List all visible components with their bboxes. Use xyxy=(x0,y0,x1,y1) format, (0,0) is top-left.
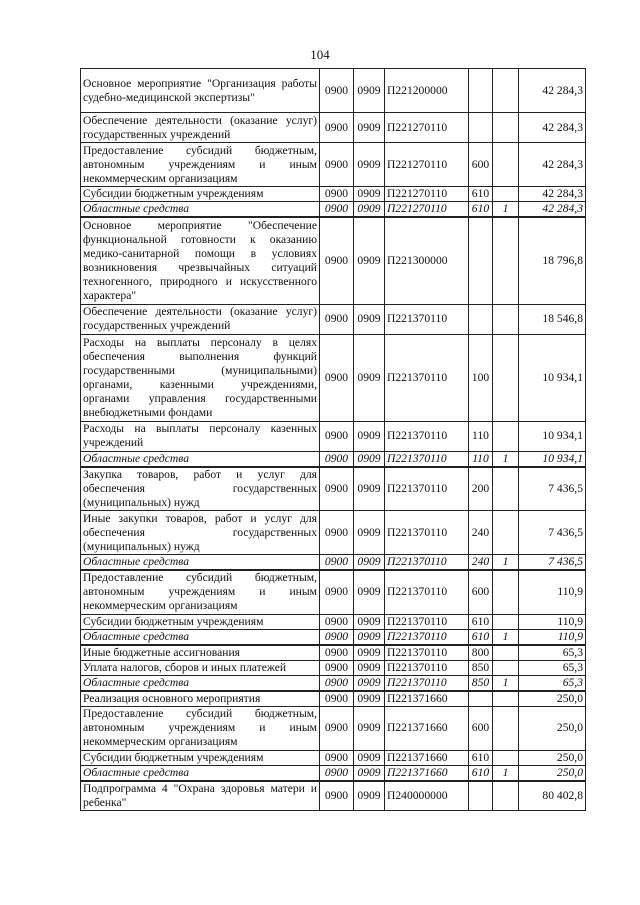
expense-type-code: 850 xyxy=(469,660,493,675)
section-code: 0900 xyxy=(320,555,354,571)
row-name: Областные средства xyxy=(81,555,320,571)
subsection-code: 0909 xyxy=(354,660,385,675)
target-article-code: П221370110 xyxy=(385,614,469,629)
table-row xyxy=(81,511,586,555)
amount: 65,3 xyxy=(519,675,586,691)
funding-source-code xyxy=(493,69,519,113)
target-article-code: П221371660 xyxy=(385,706,469,750)
page-number: 104 xyxy=(310,47,330,62)
target-article-code: П221370110 xyxy=(385,660,469,675)
row-name: Реализация основного мероприятия xyxy=(81,691,320,707)
row-name: Областные средства xyxy=(81,451,320,467)
target-article-code: П221370110 xyxy=(385,421,469,451)
amount: 250,0 xyxy=(519,706,586,750)
expense-type-code: 600 xyxy=(469,143,493,187)
row-name: Обеспечение деятельности (оказание услуг) государственных учреждений xyxy=(81,113,320,143)
section-code: 0900 xyxy=(320,691,354,707)
row-name: Основное мероприятие "Обеспечение функциональной готовности к оказанию медико-санитарной помощи в условиях возникновения чрезвычайных ситуаций техногенного, природного и искусственного характера" xyxy=(81,217,320,304)
table-row xyxy=(81,706,586,750)
subsection-code: 0909 xyxy=(354,421,385,451)
section-code: 0900 xyxy=(320,304,354,334)
amount: 42 284,3 xyxy=(519,143,586,187)
table-row xyxy=(81,113,586,143)
expense-type-code: 610 xyxy=(469,750,493,765)
amount: 110,9 xyxy=(519,614,586,629)
subsection-code: 0909 xyxy=(354,675,385,691)
subsection-code: 0909 xyxy=(354,334,385,421)
section-code: 0900 xyxy=(320,451,354,467)
row-name: Основное мероприятие "Организация работы судебно-медицинской экспертизы" xyxy=(81,69,320,113)
target-article-code: П221370110 xyxy=(385,555,469,571)
target-article-code: П221370110 xyxy=(385,304,469,334)
amount: 110,9 xyxy=(519,629,586,645)
target-article-code: П240000000 xyxy=(385,781,469,811)
table-row xyxy=(81,765,586,781)
row-name: Подпрограмма 4 "Охрана здоровья матери и ребенка" xyxy=(81,781,320,811)
section-code: 0900 xyxy=(320,113,354,143)
row-name: Областные средства xyxy=(81,629,320,645)
funding-source-code xyxy=(493,614,519,629)
subsection-code: 0909 xyxy=(354,570,385,614)
funding-source-code: 1 xyxy=(493,629,519,645)
subsection-code: 0909 xyxy=(354,69,385,113)
target-article-code: П221370110 xyxy=(385,451,469,467)
row-name: Иные закупки товаров, работ и услуг для обеспечения государственных (муниципальных) нужд xyxy=(81,511,320,555)
funding-source-code: 1 xyxy=(493,555,519,571)
table-row xyxy=(81,187,586,202)
expense-type-code: 610 xyxy=(469,187,493,202)
section-code: 0900 xyxy=(320,706,354,750)
section-code: 0900 xyxy=(320,421,354,451)
amount: 10 934,1 xyxy=(519,334,586,421)
funding-source-code xyxy=(493,691,519,707)
amount: 250,0 xyxy=(519,750,586,765)
section-code: 0900 xyxy=(320,660,354,675)
row-name: Иные бюджетные ассигнования xyxy=(81,645,320,661)
target-article-code: П221370110 xyxy=(385,334,469,421)
subsection-code: 0909 xyxy=(354,217,385,304)
funding-source-code xyxy=(493,750,519,765)
expense-type-code: 610 xyxy=(469,202,493,218)
subsection-code: 0909 xyxy=(354,645,385,661)
amount: 65,3 xyxy=(519,645,586,661)
target-article-code: П221370110 xyxy=(385,511,469,555)
section-code: 0900 xyxy=(320,334,354,421)
section-code: 0900 xyxy=(320,217,354,304)
target-article-code: П221370110 xyxy=(385,645,469,661)
row-name: Субсидии бюджетным учреждениям xyxy=(81,187,320,202)
subsection-code: 0909 xyxy=(354,555,385,571)
expense-type-code: 610 xyxy=(469,614,493,629)
subsection-code: 0909 xyxy=(354,143,385,187)
expense-type-code: 240 xyxy=(469,555,493,571)
subsection-code: 0909 xyxy=(354,467,385,511)
target-article-code: П221300000 xyxy=(385,217,469,304)
row-name: Предоставление субсидий бюджетным, автономным учреждениям и иным некоммерческим организациям xyxy=(81,706,320,750)
target-article-code: П221370110 xyxy=(385,675,469,691)
expense-type-code xyxy=(469,69,493,113)
expense-type-code xyxy=(469,781,493,811)
expense-type-code: 200 xyxy=(469,467,493,511)
row-name: Субсидии бюджетным учреждениям xyxy=(81,750,320,765)
amount: 42 284,3 xyxy=(519,69,586,113)
amount: 42 284,3 xyxy=(519,202,586,218)
table-row xyxy=(81,645,586,661)
section-code: 0900 xyxy=(320,675,354,691)
funding-source-code: 1 xyxy=(493,451,519,467)
amount: 250,0 xyxy=(519,691,586,707)
row-name: Областные средства xyxy=(81,765,320,781)
target-article-code: П221270110 xyxy=(385,143,469,187)
funding-source-code xyxy=(493,334,519,421)
expense-type-code: 110 xyxy=(469,451,493,467)
table-row xyxy=(81,467,586,511)
section-code: 0900 xyxy=(320,614,354,629)
subsection-code: 0909 xyxy=(354,614,385,629)
expense-type-code: 610 xyxy=(469,765,493,781)
funding-source-code: 1 xyxy=(493,202,519,218)
funding-source-code xyxy=(493,645,519,661)
subsection-code: 0909 xyxy=(354,781,385,811)
funding-source-code xyxy=(493,706,519,750)
table-row xyxy=(81,202,586,218)
section-code: 0900 xyxy=(320,765,354,781)
subsection-code: 0909 xyxy=(354,629,385,645)
amount: 7 436,5 xyxy=(519,555,586,571)
subsection-code: 0909 xyxy=(354,113,385,143)
table-row xyxy=(81,451,586,467)
table-row xyxy=(81,217,586,304)
funding-source-code xyxy=(493,570,519,614)
subsection-code: 0909 xyxy=(354,187,385,202)
expense-type-code: 610 xyxy=(469,629,493,645)
funding-source-code xyxy=(493,187,519,202)
expense-type-code xyxy=(469,217,493,304)
funding-source-code xyxy=(493,217,519,304)
expense-type-code: 800 xyxy=(469,645,493,661)
funding-source-code xyxy=(493,660,519,675)
subsection-code: 0909 xyxy=(354,750,385,765)
amount: 42 284,3 xyxy=(519,113,586,143)
expense-type-code xyxy=(469,113,493,143)
target-article-code: П221370110 xyxy=(385,570,469,614)
amount: 110,9 xyxy=(519,570,586,614)
table-row xyxy=(81,614,586,629)
subsection-code: 0909 xyxy=(354,511,385,555)
subsection-code: 0909 xyxy=(354,765,385,781)
section-code: 0900 xyxy=(320,69,354,113)
amount: 18 796,8 xyxy=(519,217,586,304)
expense-type-code: 240 xyxy=(469,511,493,555)
expense-type-code: 600 xyxy=(469,570,493,614)
row-name: Уплата налогов, сборов и иных платежей xyxy=(81,660,320,675)
funding-source-code: 1 xyxy=(493,765,519,781)
subsection-code: 0909 xyxy=(354,451,385,467)
amount: 18 546,8 xyxy=(519,304,586,334)
expense-type-code: 100 xyxy=(469,334,493,421)
subsection-code: 0909 xyxy=(354,706,385,750)
row-name: Обеспечение деятельности (оказание услуг) государственных учреждений xyxy=(81,304,320,334)
section-code: 0900 xyxy=(320,187,354,202)
table-row xyxy=(81,570,586,614)
target-article-code: П221371660 xyxy=(385,750,469,765)
amount: 7 436,5 xyxy=(519,511,586,555)
row-name: Закупка товаров, работ и услуг для обеспечения государственных (муниципальных) нужд xyxy=(81,467,320,511)
target-article-code: П221200000 xyxy=(385,69,469,113)
amount: 65,3 xyxy=(519,660,586,675)
funding-source-code xyxy=(493,304,519,334)
expense-type-code xyxy=(469,304,493,334)
section-code: 0900 xyxy=(320,511,354,555)
funding-source-code xyxy=(493,143,519,187)
table-row xyxy=(81,675,586,691)
amount: 42 284,3 xyxy=(519,187,586,202)
funding-source-code xyxy=(493,781,519,811)
amount: 10 934,1 xyxy=(519,421,586,451)
section-code: 0900 xyxy=(320,781,354,811)
section-code: 0900 xyxy=(320,467,354,511)
section-code: 0900 xyxy=(320,645,354,661)
expense-type-code: 110 xyxy=(469,421,493,451)
target-article-code: П221270110 xyxy=(385,187,469,202)
row-name: Субсидии бюджетным учреждениям xyxy=(81,614,320,629)
row-name: Областные средства xyxy=(81,202,320,218)
table-row xyxy=(81,69,586,113)
expense-type-code: 850 xyxy=(469,675,493,691)
target-article-code: П221370110 xyxy=(385,467,469,511)
subsection-code: 0909 xyxy=(354,691,385,707)
section-code: 0900 xyxy=(320,143,354,187)
budget-table-body xyxy=(81,69,586,811)
expense-type-code xyxy=(469,691,493,707)
funding-source-code: 1 xyxy=(493,675,519,691)
table-row xyxy=(81,334,586,421)
table-row xyxy=(81,555,586,571)
target-article-code: П221371660 xyxy=(385,691,469,707)
funding-source-code xyxy=(493,113,519,143)
expense-type-code: 600 xyxy=(469,706,493,750)
section-code: 0900 xyxy=(320,570,354,614)
row-name: Расходы на выплаты персоналу в целях обеспечения выполнения функций государственными (муниципальными) органами, казенными учреждениями, органами управления государственными внебюджетными фондами xyxy=(81,334,320,421)
table-row xyxy=(81,781,586,811)
amount: 7 436,5 xyxy=(519,467,586,511)
target-article-code: П221370110 xyxy=(385,629,469,645)
table-row xyxy=(81,691,586,707)
amount: 10 934,1 xyxy=(519,451,586,467)
funding-source-code xyxy=(493,421,519,451)
table-row xyxy=(81,421,586,451)
row-name: Областные средства xyxy=(81,675,320,691)
target-article-code: П221270110 xyxy=(385,202,469,218)
amount: 80 402,8 xyxy=(519,781,586,811)
section-code: 0900 xyxy=(320,629,354,645)
funding-source-code xyxy=(493,511,519,555)
amount: 250,0 xyxy=(519,765,586,781)
target-article-code: П221270110 xyxy=(385,113,469,143)
section-code: 0900 xyxy=(320,202,354,218)
budget-table xyxy=(80,68,586,811)
row-name: Предоставление субсидий бюджетным, автономным учреждениям и иным некоммерческим организациям xyxy=(81,570,320,614)
target-article-code: П221371660 xyxy=(385,765,469,781)
table-row xyxy=(81,304,586,334)
row-name: Предоставление субсидий бюджетным, автономным учреждениям и иным некоммерческим организациям xyxy=(81,143,320,187)
subsection-code: 0909 xyxy=(354,304,385,334)
table-row xyxy=(81,629,586,645)
subsection-code: 0909 xyxy=(354,202,385,218)
table-row xyxy=(81,750,586,765)
row-name: Расходы на выплаты персоналу казенных учреждений xyxy=(81,421,320,451)
funding-source-code xyxy=(493,467,519,511)
table-row xyxy=(81,660,586,675)
section-code: 0900 xyxy=(320,750,354,765)
table-row xyxy=(81,143,586,187)
